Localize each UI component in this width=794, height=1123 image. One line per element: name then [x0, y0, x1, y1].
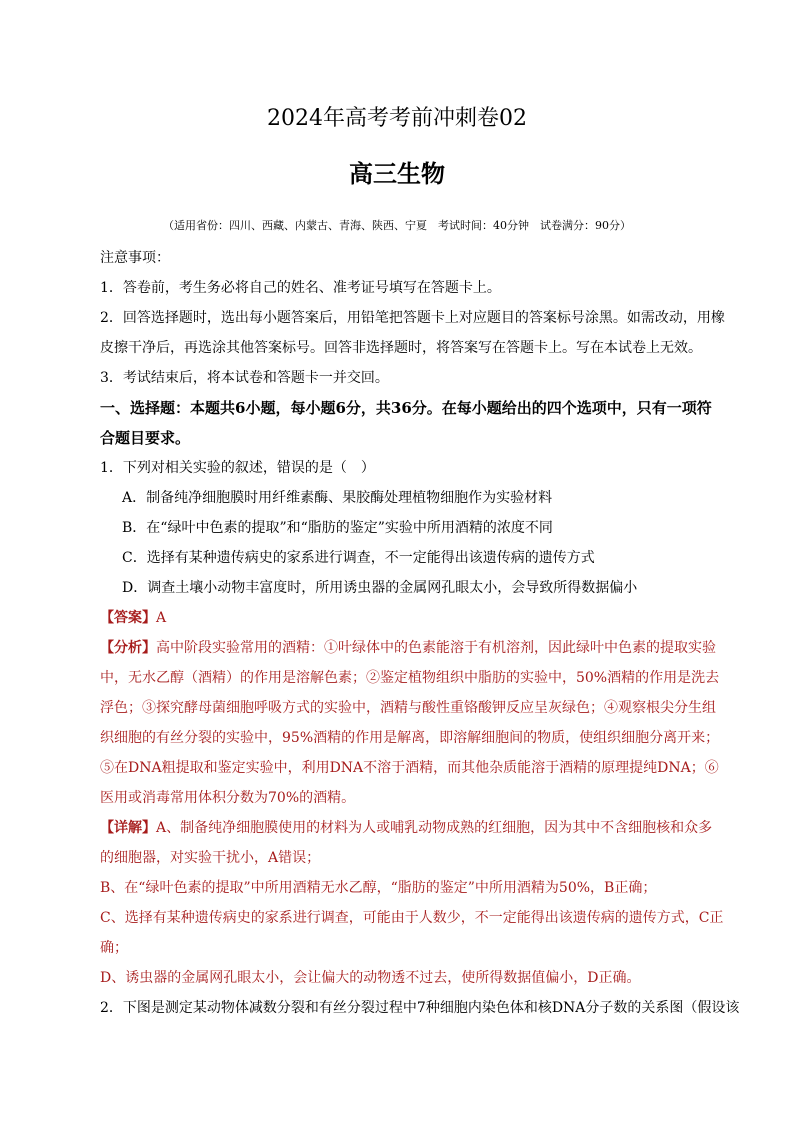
exam-body	[100, 243, 740, 1023]
question-1-detail-d: D、诱虫器的金属网孔眼太小，会让偏大的动物透不过去，使所得数据值偏小，D正确。	[100, 970, 641, 986]
analysis-text: 高中阶段实验常用的酒精：①叶绿体中的色素能溶于有机溶剂，因此绿叶中色素的提取实验中，无水乙醇（酒精）的作用是溶解色素；②鉴定植物组织中脂肪的实验中，50%酒精的作用是洗去浮色；③探究酵母菌细胞呼吸方式的实验中，酒精与酸性重铬酸钾反应呈灰绿色；④观察根尖分生组织细胞的有丝分裂的实验中，95%酒精的作用是解离，即溶解细胞间的物质，使组织细胞分离开来；⑤在DNA粗提取和鉴定实验中，利用DNA不溶于酒精，而其他杂质能溶于酒精的原理提纯DNA；⑥医用或消毒常用体积分数为70%的酒精。	[100, 640, 720, 806]
question-1-option-d: D．调查土壤小动物丰富度时，所用诱虫器的金属网孔眼太小，会导致所得数据偏小	[122, 580, 638, 596]
notice-heading: 注意事项：	[100, 250, 170, 266]
question-1-analysis	[100, 633, 725, 813]
question-1-detail-a	[100, 813, 725, 873]
question-1-option-c: C．选择有某种遗传病史的家系进行调查，不一定能得出该遗传病的遗传方式	[122, 550, 595, 566]
section-heading-choice: 一、选择题：本题共6小题，每小题6分，共36分。在每小题给出的四个选项中，只有一项符合题目要求。	[100, 399, 712, 447]
question-1-detail-b: B、在“绿叶色素的提取”中所用酒精无水乙醇，“脂肪的鉴定”中所用酒精为50%，B正确；	[100, 880, 657, 896]
notice-item-1: 1．答卷前，考生务必将自己的姓名、准考证号填写在答题卡上。	[100, 280, 501, 296]
detail-text-a: A、制备纯净细胞膜使用的材料为人或哺乳动物成熟的红细胞，因为其中不含细胞核和众多的细胞器，对实验干扰小，A错误；	[100, 820, 713, 866]
analysis-label: 【分析】	[100, 640, 156, 656]
question-1-stem: 1．下列对相关实验的叙述，错误的是（ ）	[100, 460, 375, 476]
exam-scope-note: （适用省份：四川、西藏、内蒙古、青海、陕西、宁夏 考试时间：40分钟 试卷满分：90分）	[163, 219, 631, 232]
question-1-option-a: A．制备纯净细胞膜时用纤维素酶、果胶酶处理植物细胞作为实验材料	[122, 490, 553, 506]
question-1-answer	[100, 603, 725, 633]
exam-title: 2024年高考考前冲刺卷02	[267, 106, 527, 131]
question-2-stem: 2．下图是测定某动物体减数分裂和有丝分裂过程中7种细胞内染色体和核DNA分子数的关系图（假设该	[100, 1000, 740, 1016]
detail-label: 【详解】	[100, 820, 156, 836]
question-1-detail-c: C、选择有某种遗传病史的家系进行调查，可能由于人数少，不一定能得出该遗传病的遗传方式，C正确；	[100, 910, 724, 956]
notice-item-3: 3．考试结束后，将本试卷和答题卡一并交回。	[100, 370, 389, 386]
question-1-option-b: B．在“绿叶中色素的提取”和“脂肪的鉴定”实验中所用酒精的浓度不同	[122, 520, 553, 536]
notice-item-2: 2．回答选择题时，选出每小题答案后，用铅笔把答题卡上对应题目的答案标号涂黑。如需改动，用橡皮擦干净后，再选涂其他答案标号。回答非选择题时，将答案写在答题卡上。写在本试卷上无效。	[100, 310, 725, 356]
answer-value: A	[156, 610, 167, 626]
answer-label: 【答案】	[100, 610, 156, 626]
exam-subject: 高三生物	[349, 159, 445, 188]
